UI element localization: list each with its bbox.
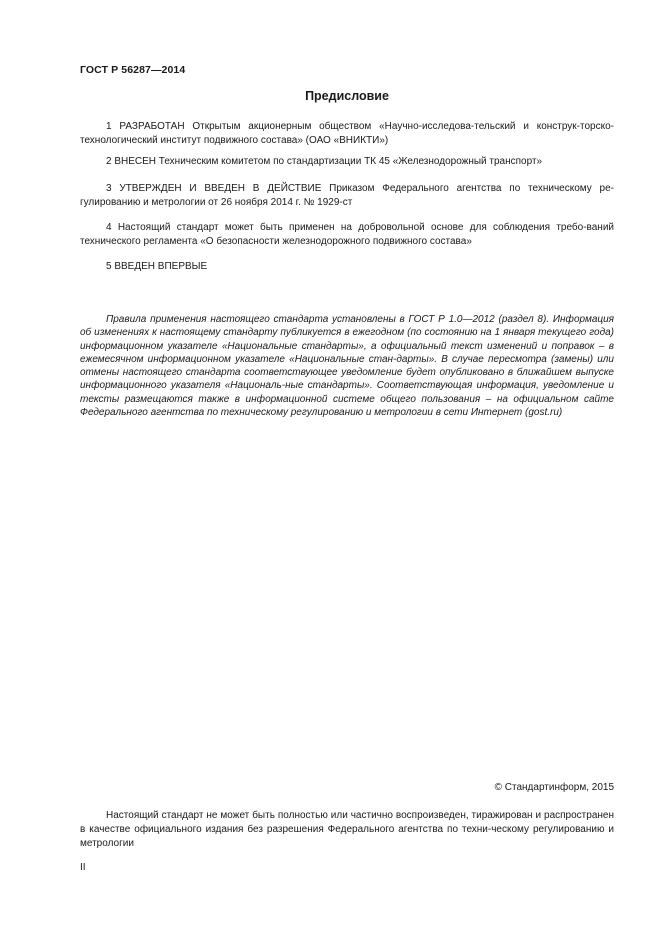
page-number: II <box>80 862 86 873</box>
application-notice: Правила применения настоящего стандарта установлены в ГОСТ Р 1.0—2012 (раздел 8). Информация об изменениях к настоящему стандарту публикуется в ежегодном (по состоянию на 1 января текущего года) информационном указателе «Национальные стандарты», а официальный текст изменений и поправок – в ежемесячном информационном указателе «Национальные стан-дарты». В случае пересмотра (замены) или отмены настоящего стандарта соответствующее уведомление будет опубликовано в ближайшем выпуске информационного указателя «Националь-ные стандарты». Соответствующая информация, уведомление и тексты размещаются также в информационной системе общего пользования – на официальном сайте Федерального агентства по техническому регулированию и метрологии в сети Интернет (gost.ru) <box>80 314 614 419</box>
foreword-item-3: 3 УТВЕРЖДЕН И ВВЕДЕН В ДЕЙСТВИЕ Приказом Федерального агентства по техническому ре-гулированию и метрологии от 26 ноября 2014 г. № 1929-ст <box>80 183 614 208</box>
section-title: Предисловие <box>305 89 389 103</box>
foreword-item-2: 2 ВНЕСЕН Техническим комитетом по стандартизации ТК 45 «Железнодорожный транспорт» <box>106 156 543 167</box>
foreword-item-1: 1 РАЗРАБОТАН Открытым акционерным обществом «Научно-исследова-тельский и конструк-торско-технологический институт подвижного состава» (ОАО «ВНИКТИ») <box>80 121 614 146</box>
rights-notice: Настоящий стандарт не может быть полностью или частично воспроизведен, тиражирован и распространен в качестве официального издания без разрешения Федерального агентства по техни-ческому регулированию и метрологии <box>80 810 614 849</box>
foreword-item-4: 4 Настоящий стандарт может быть применен на добровольной основе для соблюдения требо-ваний технического регламента «О безопасности железнодорожного подвижного состава» <box>80 222 614 247</box>
standard-number: ГОСТ Р 56287—2014 <box>80 64 186 76</box>
copyright-line: © Стандартинформ, 2015 <box>494 782 614 793</box>
foreword-item-5: 5 ВВЕДЕН ВПЕРВЫЕ <box>106 261 208 272</box>
